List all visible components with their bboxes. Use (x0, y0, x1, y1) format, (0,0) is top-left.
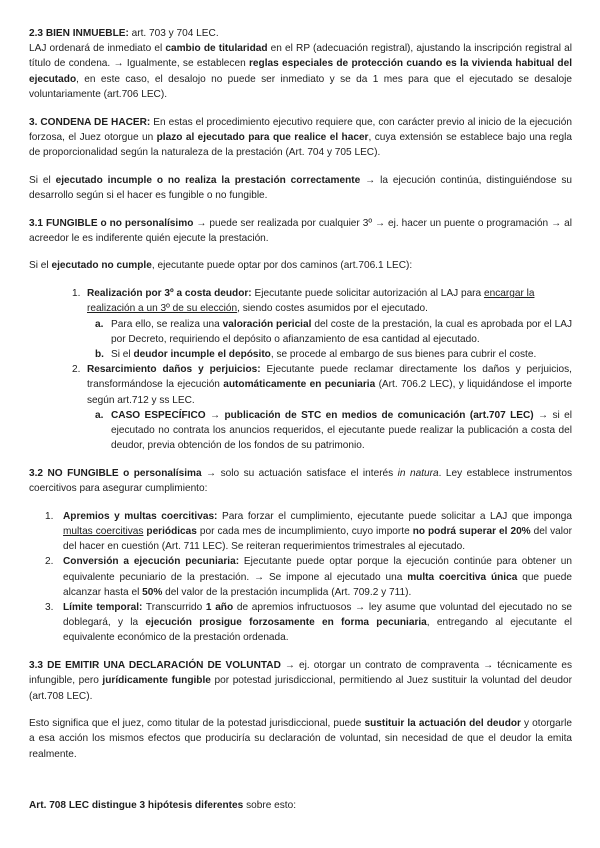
incumple-paragraph: Si el ejecutado incumple o no realiza la prestación correctamente → la ejecución continúa, distinguiéndose su desarrollo según si el hacer es fungible o no fungible. (29, 174, 572, 201)
art-708-paragraph: Art. 708 LEC distingue 3 hipótesis diferentes sobre esto: (29, 799, 297, 811)
section-3-2-heading: 3.2 NO FUNGIBLE o personalísima (29, 467, 202, 479)
list-item: a. CASO ESPECÍFICO → publicación de STC en medios de comunicación (art.707 LEC) → si el ejecutado no contrata los anuncios requeridos, el ejecutante puede realizar la publicación a costa del deudor, previa obtención de los fondos de su patrimonio. (95, 409, 572, 452)
section-2-3-heading: 2.3 BIEN INMUEBLE: (29, 28, 129, 39)
list-item: 1. Apremios y multas coercitivas: Para forzar el cumplimiento, ejecutante puede solicitar a LAJ que imponga multas coercitivas periódicas por cada mes de incumplimiento, cuyo importe no podrá superar el 20% del valor del hacer en cuestión (Art. 711 LEC). Se reiteran requerimientos trimestrales al ejecutado. (45, 510, 572, 553)
section-3-1-paragraph: 3.1 FUNGIBLE o no personalísimo → puede ser realizada por cualquier 3º → ej. hacer un puente o programación → al acreedor le es indiferente quién ejecute la prestación. (29, 217, 572, 244)
list-item: b. Si el deudor incumple el depósito, se procede al embargo de sus bienes para cubrir el coste. (95, 348, 537, 360)
no-fungible-instruments-list (29, 509, 572, 646)
list-item: 1. Realización por 3º a costa deudor: Ejecutante puede solicitar autorización al LAJ para encargar la realización a un 3º de su elección, siendo costes asumidos por el ejecutado. a. Para ello, se realiza una valoración pericial del coste de la prestación, la cual es aprobada por el LAJ por Decreto, requiriendo el depósito o afianzamiento de esa cantidad al ejecutado. b. Si el deudor incumple el depósito, se procede al embargo de sus bienes para cubrir el coste. (29, 286, 572, 362)
list-item: a. Para ello, se realiza una valoración pericial del coste de la prestación, la cual es aprobada por el LAJ por Decreto, requiriendo el depósito o afianzamiento de esa cantidad al ejecutado. (95, 318, 572, 345)
list-item: 2. Resarcimiento daños y perjuicios: Ejecutante puede reclamar directamente los daños y perjuicios, transformándose la ejecución automáticamente en pecuniaria (Art. 706.2 LEC), y liquidándose el importe según art.712 y ss LEC. a. CASO ESPECÍFICO → publicación de STC en medios de comunicación (art.707 LEC) → si el ejecutado no contrata los anuncios requeridos, el ejecutante puede realizar la publicación a costa del deudor, previa obtención de los fondos de su patrimonio. (29, 362, 572, 453)
section-3-1-heading: 3.1 FUNGIBLE o no personalísimo (29, 217, 194, 229)
no-cumple-paragraph: Si el ejecutado no cumple, ejecutante puede optar por dos caminos (art.706.1 LEC): (29, 260, 413, 272)
list-item: 2. Conversión a ejecución pecuniaria: Ejecutante puede optar porque la ejecución continúe para obtener un equivalente pecuniario de la prestación. → Se impone al ejecutado una multa coercitiva única que puede alcanzar hasta el 50% del valor de la prestación incumplida (Art. 709.2 y 711). (45, 556, 573, 598)
list-item: 3. Límite temporal: Transcurrido 1 año de apremios infructuosos → ley asume que voluntad del ejecutado no se doblegará, y la ejecución prosigue forzosamente en forma pecuniaria, entregando al ejecutante el equivalente económico de la prestación ordenada. (45, 602, 572, 644)
significa-paragraph: Esto significa que el juez, como titular de la potestad jurisdiccional, puede sustituir la actuación del deudor y otorgarle a esa acción los mismos efectos que produciría su declaración de voluntad, sin necesidad de que el deudor la emita realmente. (29, 718, 572, 760)
section-3-3-paragraph: 3.3 DE EMITIR UNA DECLARACIÓN DE VOLUNTAD → ej. otorgar un contrato de compraventa → técnicamente es infungible, pero jurídicamente fungible por potestad jurisdiccional, permitiendo al Juez sustituir la voluntad del deudor (art.708 LEC). (29, 660, 572, 702)
fungible-options-list (29, 286, 572, 453)
section-3-heading: 3. CONDENA DE HACER: (29, 116, 151, 128)
section-3-2-paragraph: 3.2 NO FUNGIBLE o personalísima → solo su actuación satisface el interés in natura. Ley establece instrumentos coercitivos para asegurar cumplimiento: (29, 467, 573, 495)
section-3-paragraph: 3. CONDENA DE HACER: En estas el procedimiento ejecutivo requiere que, con carácter previo al inicio de la ejecución forzosa, el Juez otorgue un plazo al ejecutado para que realice el hacer, cuya extensión se establece bajo una regla de proporcionalidad según la naturaleza de la prestación (Art. 704 y 705 LEC). (29, 116, 572, 158)
sub-list (87, 408, 572, 454)
sub-list (87, 317, 572, 363)
section-2-3-paragraph: 2.3 BIEN INMUEBLE: art. 703 y 704 LEC. LAJ ordenará de inmediato el cambio de titularidad en el RP (adecuación registral), ajustando la inscripción registral al título de condena. → Igualmente, se establecen reglas especiales de protección cuando es la vivienda habitual del ejecutado, en este caso, el desalojo no puede ser inmediato y se da 1 mes para que el ejecutado se desaloje voluntariamente (art.706 LEC). (29, 28, 572, 100)
section-3-3-heading: 3.3 DE EMITIR UNA DECLARACIÓN DE VOLUNTAD (29, 660, 281, 672)
